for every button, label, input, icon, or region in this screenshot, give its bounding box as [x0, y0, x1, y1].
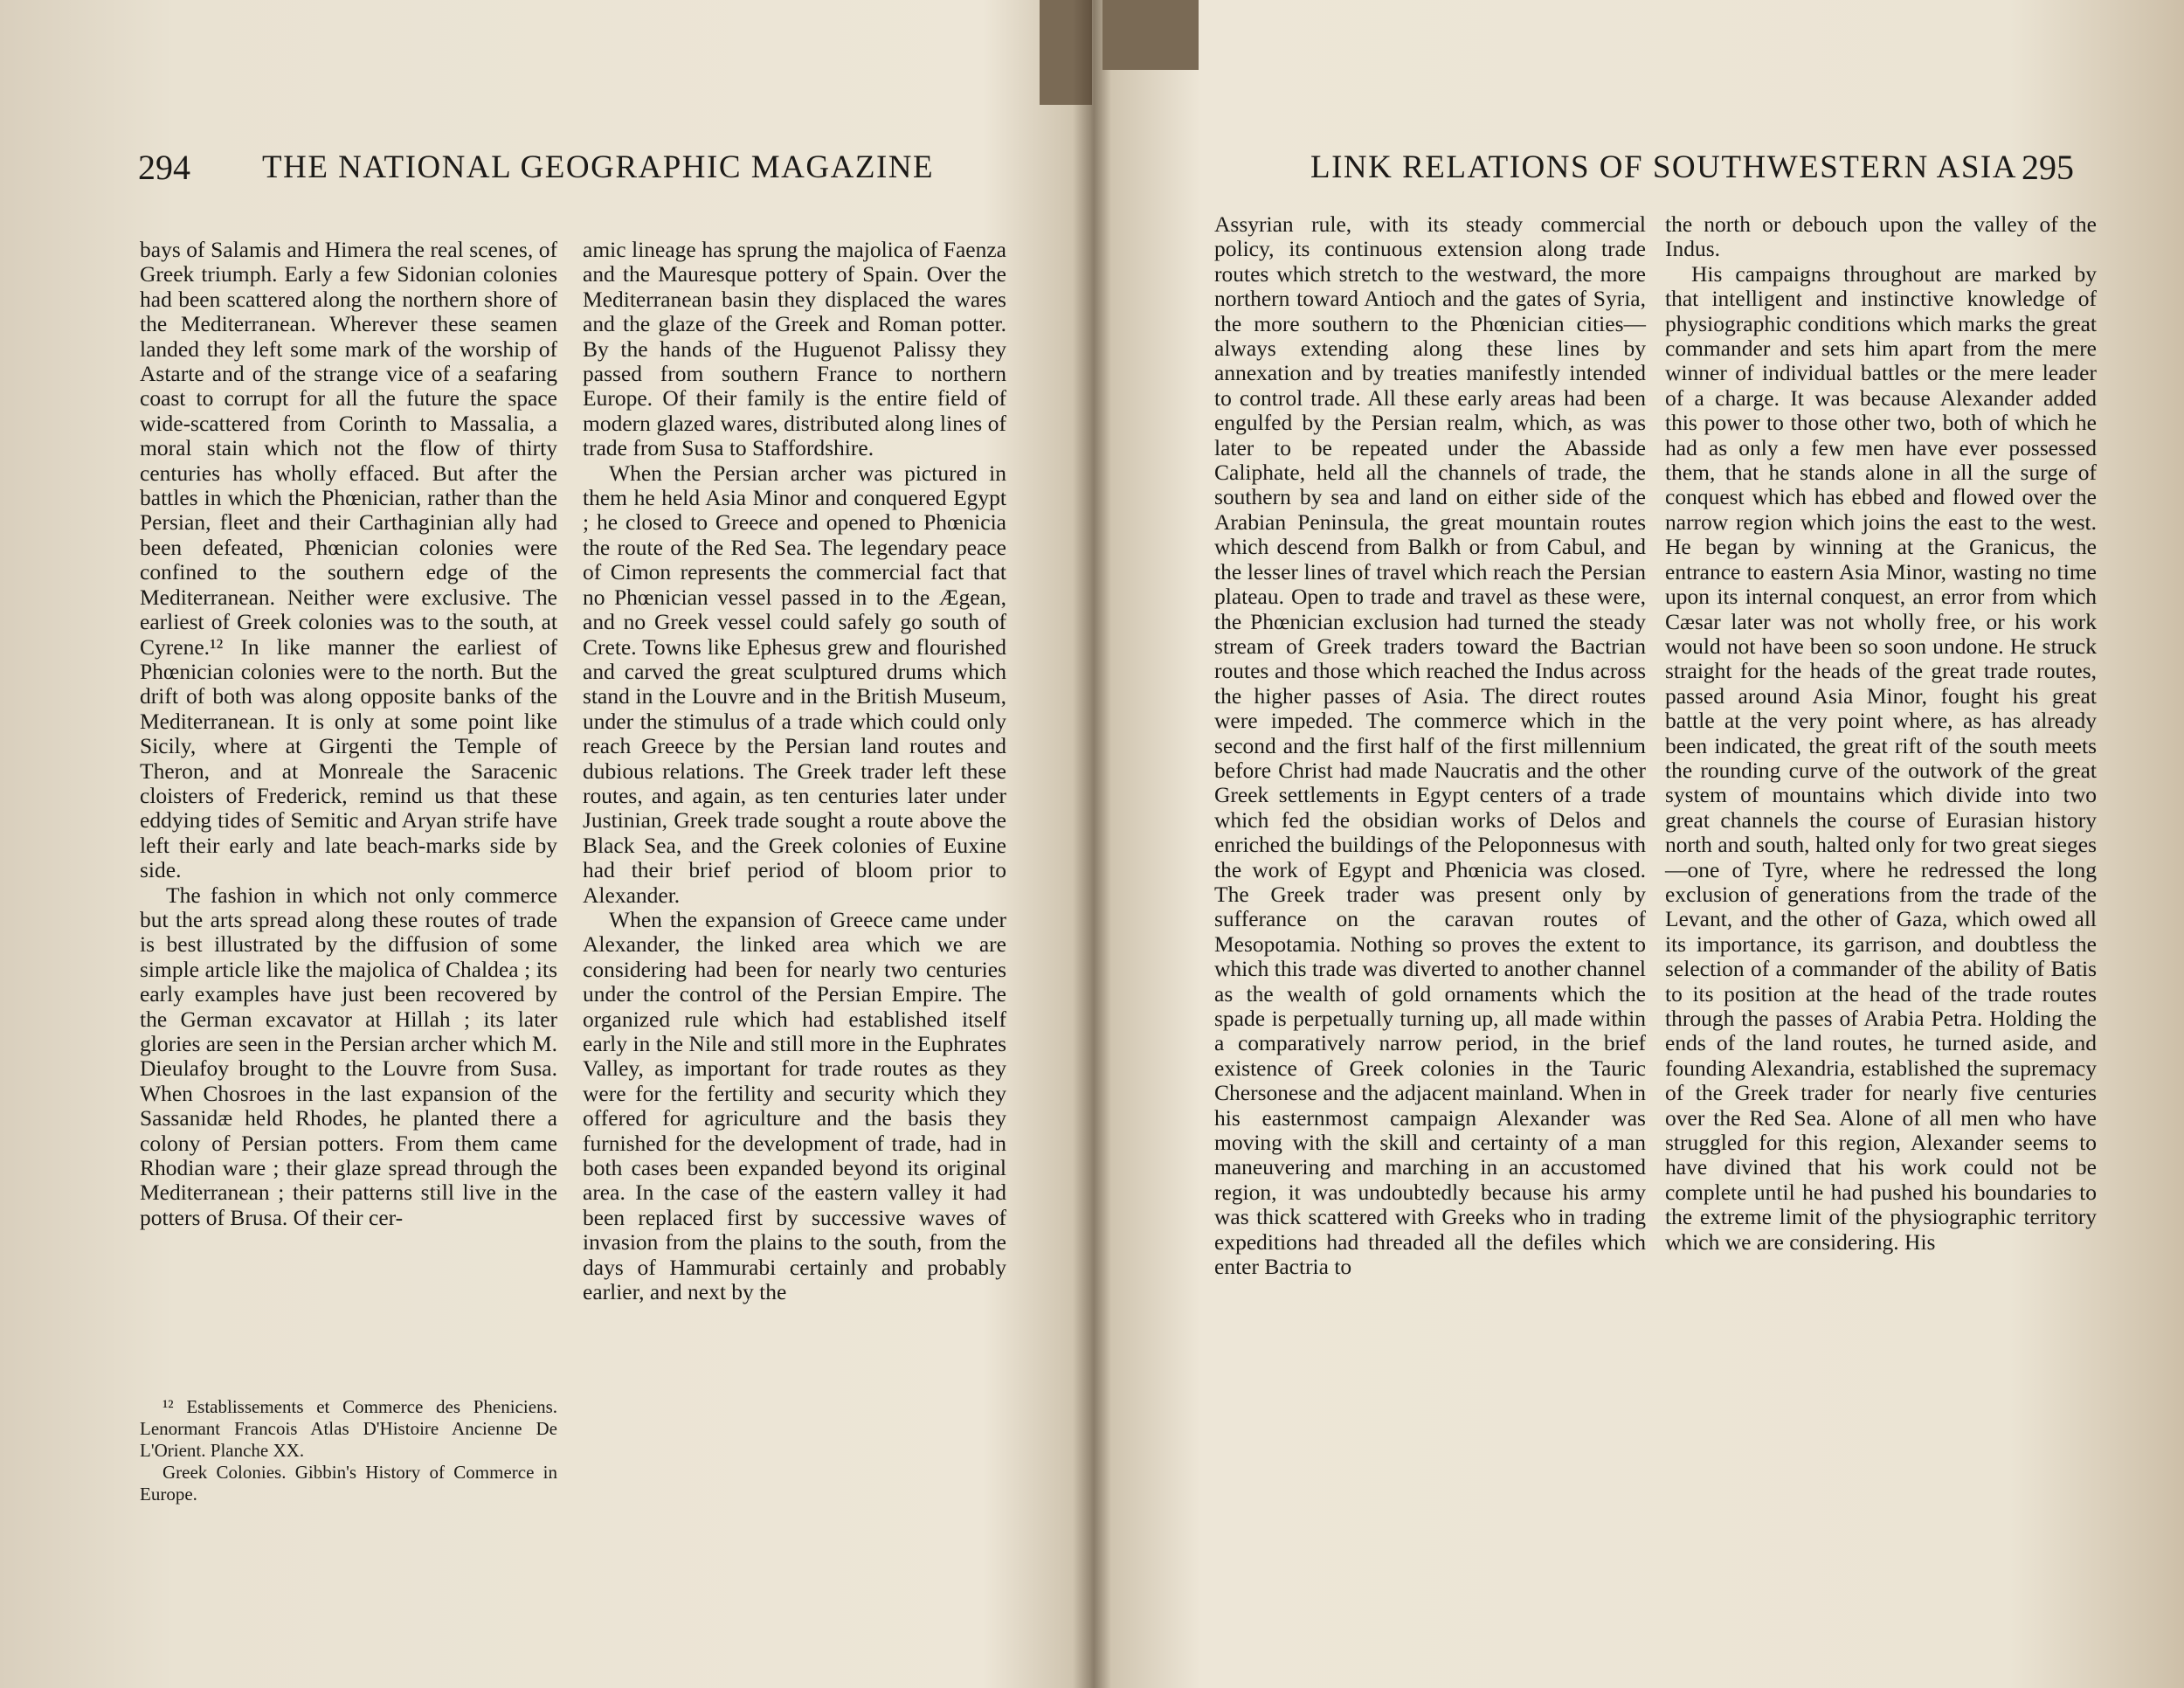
text-column-1: [1214, 212, 1646, 1279]
text-column-1: [140, 238, 557, 1230]
footnotes: [140, 1396, 557, 1505]
page-number: 294: [138, 148, 190, 187]
paragraph: When the expansion of Greece came under Alexander, the linked area which we are considering had been for nearly two centuries under the control of the Persian Empire. The organized rule which had established itself early in the Nile and still more in the Euphrates Valley, as important for trade routes as they were for the fertility and security which they offered for agriculture and the basis they furnished for the development of trade, had in both cases been expanded beyond its original area. In the case of the eastern valley it had been replaced first by successive waves of invasion from the plains to the south, from the days of Hammurabi certainly and probably earlier, and next by the: [583, 906, 1006, 1305]
paragraph: Assyrian rule, with its steady commercial policy, its continuous extension along trade routes which stretch to the westward, the more northern toward Antioch and the gates of Syria, the more southern to the Phœnician cities—always extending along these lines by annexation and by treaties manifestly intended to control trade. All these early areas had been engulfed by the Persian realm, which, as was later to be repeated under the Abasside Caliphate, held all the channels of trade, the southern by sea and land on either side of the Arabian Peninsula, the great mountain routes which descend from Balkh or from Cabul, and the lesser lines of travel which reach the Persian plateau. Open to trade and travel as these were, the Phœnician exclusion had turned the steady stream of Greek traders toward the Bactrian routes and those which reached the Indus across the higher passes of Asia. The direct routes were impeded. The commerce which in the second and the first half of the first millennium before Christ had made Naucratis and the other Greek settlements in Egypt centers of a trade which fed the obsidian works of Delos and enriched the buildings of the Peloponnesus with the work of Egypt and Phœnicia was closed. The Greek trader was present only by sufferance on the caravan routes of Mesopotamia. Nothing so proves the extent to which this trade was diverted to another channel as the wealth of gold ornaments which the spade is perpetually turning up, all made within a comparatively narrow period, in the brief existence of Greek colonies in the Tauric Chersonese and the adjacent mainland. When in his easternmost campaign Alexander was moving with the skill and certainty of a man maneuvering and marching in an accustomed region, it was undoubtedly because his army was thick scattered with Greeks who in trading expeditions had threaded all the defiles which enter Bactria to: [1214, 211, 1646, 1280]
paragraph: amic lineage has sprung the majolica of Faenza and the Mauresque pottery of Spain. Over the Mediterranean basin they displaced the wares and the glaze of the Greek and Roman potter. By the hands of the Huguenot Palissy they passed from southern France to northern Europe. Of their family is the entire field of modern glazed wares, distributed along lines of trade from Susa to Staffordshire.: [583, 237, 1006, 461]
running-head: THE NATIONAL GEOGRAPHIC MAGAZINE: [262, 149, 935, 185]
paragraph: bays of Salamis and Himera the real scenes, of Greek triumph. Early a few Sidonian colonies had been scattered along the northern shore of the Mediterranean. Wherever these seamen landed they left some mark of the worship of Astarte and of the strange vice of a seafaring coast to corrupt for all the future the space wide-scattered from Corinth to Massalia, a moral stain which not the flow of thirty centuries has wholly effaced. But after the battles in which the Phœnician, rather than the Persian, fleet and their Carthaginian ally had been defeated, Phœnician colonies were confined to the southern edge of the Mediterranean. Neither were exclusive. The earliest of Greek colonies was to the south, at Cyrene.¹² In like manner the earliest of Phœnician colonies were to the north. But the drift of both was along opposite banks of the Mediterranean. It is only at some point like Sicily, where at Girgenti the Temple of Theron, and at Monreale the Saracenic cloisters of Frederick, remind us that these eddying tides of Semitic and Aryan strife have left their early and late beach-marks side by side.: [140, 237, 557, 883]
paragraph: The fashion in which not only commerce but the arts spread along these routes of trade is best illustrated by the diffusion of some simple article like the majolica of Chaldea ; its early examples have just been recovered by the German excavator at Hillah ; its later glories are seen in the Persian archer which M. Dieulafoy brought to the Louvre from Susa. When Chosroes in the last expansion of the Sassanidæ held Rhodes, he planted there a colony of Persian potters. From them came Rhodian ware ; their glaze spread through the Mediterranean ; their patterns still live in the potters of Brusa. Of their cer-: [140, 882, 557, 1230]
text-column-2: [583, 238, 1006, 1304]
running-head: LINK RELATIONS OF SOUTHWESTERN ASIA: [1310, 149, 2017, 185]
right-page: [1102, 0, 2184, 1688]
page-number: 295: [2022, 148, 2074, 187]
footnote: ¹² Establissements et Commerce des Pheniciens. Lenormant Francois Atlas D'Histoire Ancienne De L'Orient. Planche XX.: [140, 1396, 557, 1461]
paragraph: the north or debouch upon the valley of the Indus.: [1665, 211, 2097, 262]
footnote: Greek Colonies. Gibbin's History of Commerce in Europe.: [140, 1462, 557, 1505]
paragraph: When the Persian archer was pictured in them he held Asia Minor and conquered Egypt ; he closed to Greece and opened to Phœnicia the route of the Red Sea. The legendary peace of Cimon represents the commercial fact that no Phœnician vessel passed in to the Ægean, and no Greek vessel could safely go south of Crete. Towns like Ephesus grew and flourished and carved the great sculptured drums which stand in the Louvre and in the British Museum, under the stimulus of a trade which could only reach Greece by the Persian land routes and dubious relations. The Greek trader left these routes, and again, as ten centuries later under Justinian, Greek trade sought a route above the Black Sea, and the Greek colonies of Euxine had their brief period of bloom prior to Alexander.: [583, 460, 1006, 908]
paragraph: His campaigns throughout are marked by that intelligent and instinctive knowledge of physiographic conditions which marks the great commander and sets him apart from the mere winner of individual battles or the mere leader of a charge. It was because Alexander added this power to those other two, both of which he had as only a few men have ever possessed them, that he stands alone in all the surge of conquest which has ebbed and flowed over the narrow region which joins the east to the west. He began by winning at the Granicus, the entrance to eastern Asia Minor, wasting no time upon its internal conquest, an error from which Cæsar later was not wholly free, or his work would not have been so soon undone. He struck straight for the heads of the great trade routes, passed around Asia Minor, fought his great battle at the very point where, as has already been indicated, the great rift of the south meets the rounding curve of the outwork of the great system of mountains which divide into two great channels the course of Eurasian history north and south, halted only for two great sieges—one of Tyre, where he redressed the long exclusion of generations from the trade of the Levant, and the other of Gaza, which owed all its importance, its garrison, and doubtless the selection of a commander of the ability of Batis to its position at the head of the trade routes through the passes of Arabia Petra. Holding the ends of the land routes, he turned aside, and founding Alexandria, established the supremacy of the Greek trader for nearly five centuries over the Red Sea. Alone of all men who have struggled for this region, Alexander seems to have divined that his work could not be complete until he had pushed his boundaries to the extreme limit of the physiographic territory which we are considering. His: [1665, 260, 2097, 1255]
text-column-2: [1665, 212, 2097, 1255]
left-page: [0, 0, 1088, 1688]
